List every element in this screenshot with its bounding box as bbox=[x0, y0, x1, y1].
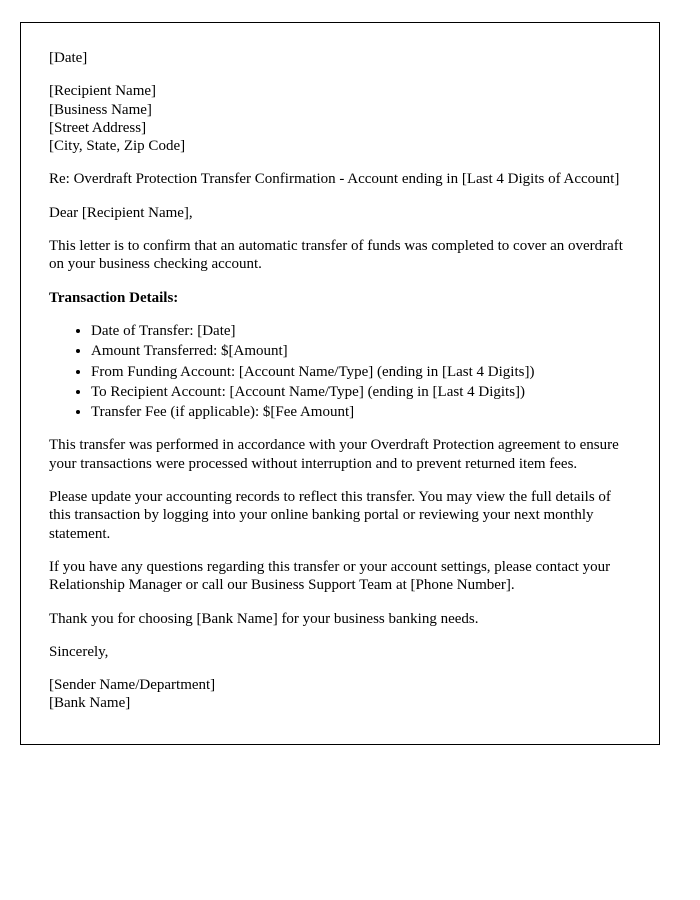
detail-item-to-recipient-account: • To Recipient Account: [Account Name/Type] (ending in [Last 4 Digits]) bbox=[91, 383, 631, 401]
detail-item-transfer-fee: • Transfer Fee (if applicable): $[Fee Amount] bbox=[91, 403, 631, 421]
body-paragraph-thanks: Thank you for choosing [Bank Name] for your business banking needs. bbox=[49, 610, 479, 627]
transaction-details-heading: Transaction Details: bbox=[49, 289, 179, 306]
transaction-details-list bbox=[49, 322, 631, 421]
detail-item-amount-transferred: • Amount Transferred: $[Amount] bbox=[91, 342, 631, 360]
salutation: Dear [Recipient Name], bbox=[49, 204, 193, 221]
city-state-zip-line: [City, State, Zip Code] bbox=[49, 138, 186, 155]
subject-line: Re: Overdraft Protection Transfer Confirmation - Account ending in [Last 4 Digits of Account] bbox=[49, 171, 620, 188]
sender-name-line: [Sender Name/Department] bbox=[49, 677, 216, 694]
detail-item-from-funding-account: • From Funding Account: [Account Name/Type] (ending in [Last 4 Digits]) bbox=[91, 363, 631, 381]
letter-page bbox=[20, 22, 660, 745]
intro-paragraph: This letter is to confirm that an automatic transfer of funds was completed to cover an overdraft on your business checking account. bbox=[49, 238, 623, 273]
closing: Sincerely, bbox=[49, 643, 109, 660]
recipient-name-line: [Recipient Name] bbox=[49, 83, 157, 100]
body-paragraph-questions: If you have any questions regarding this transfer or your account settings, please contact your Relationship Manager or call our Business Support Team at [Phone Number]. bbox=[49, 558, 611, 594]
letter-date: [Date] bbox=[49, 50, 88, 66]
business-name-line: [Business Name] bbox=[49, 101, 152, 118]
body-paragraph-agreement: This transfer was performed in accordance with your Overdraft Protection agreement to ensure your transactions were processed without interruption and to prevent returned item fees. bbox=[49, 437, 619, 472]
detail-item-date-of-transfer: • Date of Transfer: [Date] bbox=[91, 322, 631, 340]
body-paragraph-records: Please update your accounting records to reflect this transfer. You may view the full details of this transaction by logging into your online banking portal or reviewing your next monthly statement. bbox=[49, 489, 611, 542]
recipient-address-block bbox=[49, 82, 631, 155]
signature-block bbox=[49, 676, 631, 713]
street-address-line: [Street Address] bbox=[49, 119, 147, 136]
bank-name-line: [Bank Name] bbox=[49, 695, 131, 712]
